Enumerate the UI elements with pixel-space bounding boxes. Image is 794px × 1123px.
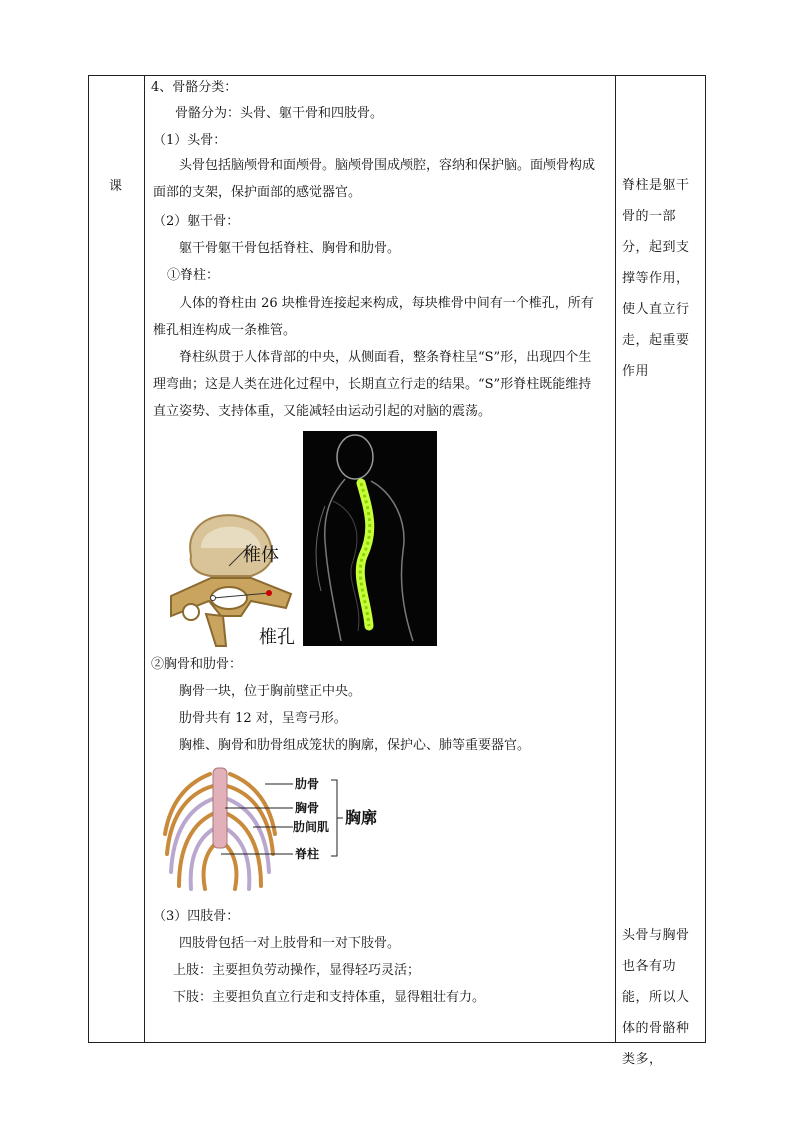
- thorax-text: 胸椎、胸骨和肋骨组成笼状的胸廓，保护心、肺等重要器官。: [179, 738, 531, 753]
- sternum-text: 胸骨一块，位于胸前壁正中央。: [179, 684, 362, 699]
- vertebra-illustration: [151, 466, 301, 651]
- spine-text-2: 脊柱纵贯于人体背部的中央，从侧面看，整条脊柱呈“S”形，出现四个生理弯曲；这是人类在进化过程中，长期直立行走的结果。“S”形脊柱既能维持直立姿势、支持体重，又能减轻由运动引起的对脑的震荡。: [153, 350, 592, 419]
- thorax-illustration: [155, 764, 385, 896]
- upper-limb-text: 上肢：主要担负劳动操作，显得轻巧灵活；: [173, 963, 421, 978]
- spine-heading: ①脊柱：: [167, 268, 220, 283]
- left-column: [89, 76, 144, 1042]
- intro-text: 骨骼分为：头骨、躯干骨和四肢骨。: [175, 106, 384, 121]
- chest-heading: ②胸骨和肋骨：: [151, 657, 243, 672]
- section-label: 课: [109, 179, 123, 194]
- skull-text: 头骨包括脑颅骨和面颅骨。脑颅骨围成颅腔，容纳和保护脑。面颅骨构成面部的支架，保护面部的感觉器官。: [153, 158, 596, 200]
- trunk-heading: （2）躯干骨：: [153, 214, 240, 229]
- lesson-table: [88, 75, 706, 1067]
- thorax-sternum-label: 胸骨: [295, 801, 320, 815]
- lower-limb-text: 下肢：主要担负直立行走和支持体重，显得粗壮有力。: [173, 990, 486, 1005]
- right-column: [616, 76, 705, 1067]
- spine-text-1: 人体的脊柱由 26 块椎骨连接起来构成，每块椎骨中间有一个椎孔，所有椎孔相连构成一条椎管。: [153, 296, 594, 338]
- thorax-label: 胸廓: [345, 808, 378, 827]
- trunk-text: 躯干骨躯干骨包括脊柱、胸骨和肋骨。: [179, 241, 401, 256]
- vertebra-hole-label: 椎孔: [259, 627, 295, 648]
- vertebra-body-label: 椎体: [243, 545, 279, 566]
- teaching-note-1: 脊柱是躯干骨的一部分，起到支撑等作用，使人直立行走，起重要作用: [622, 178, 690, 379]
- rib-text: 肋骨共有 12 对，呈弯弓形。: [179, 711, 347, 726]
- section-heading: 4、骨骼分类：: [151, 80, 238, 95]
- limb-heading: （3）四肢骨：: [153, 909, 240, 924]
- limb-text: 四肢骨包括一对上肢骨和一对下肢骨。: [179, 936, 401, 951]
- skull-heading: （1）头骨：: [153, 133, 227, 148]
- thorax-rib-label: 肋骨: [295, 777, 320, 791]
- spine-figure-illustration: [303, 431, 437, 646]
- teaching-note-2: 头骨与胸骨也各有功能，所以人体的骨骼种类多，: [622, 928, 690, 1067]
- main-column: [145, 76, 615, 1042]
- thorax-intercostal-label: 肋间肌: [293, 820, 330, 834]
- thorax-spine-label: 脊柱: [295, 847, 320, 861]
